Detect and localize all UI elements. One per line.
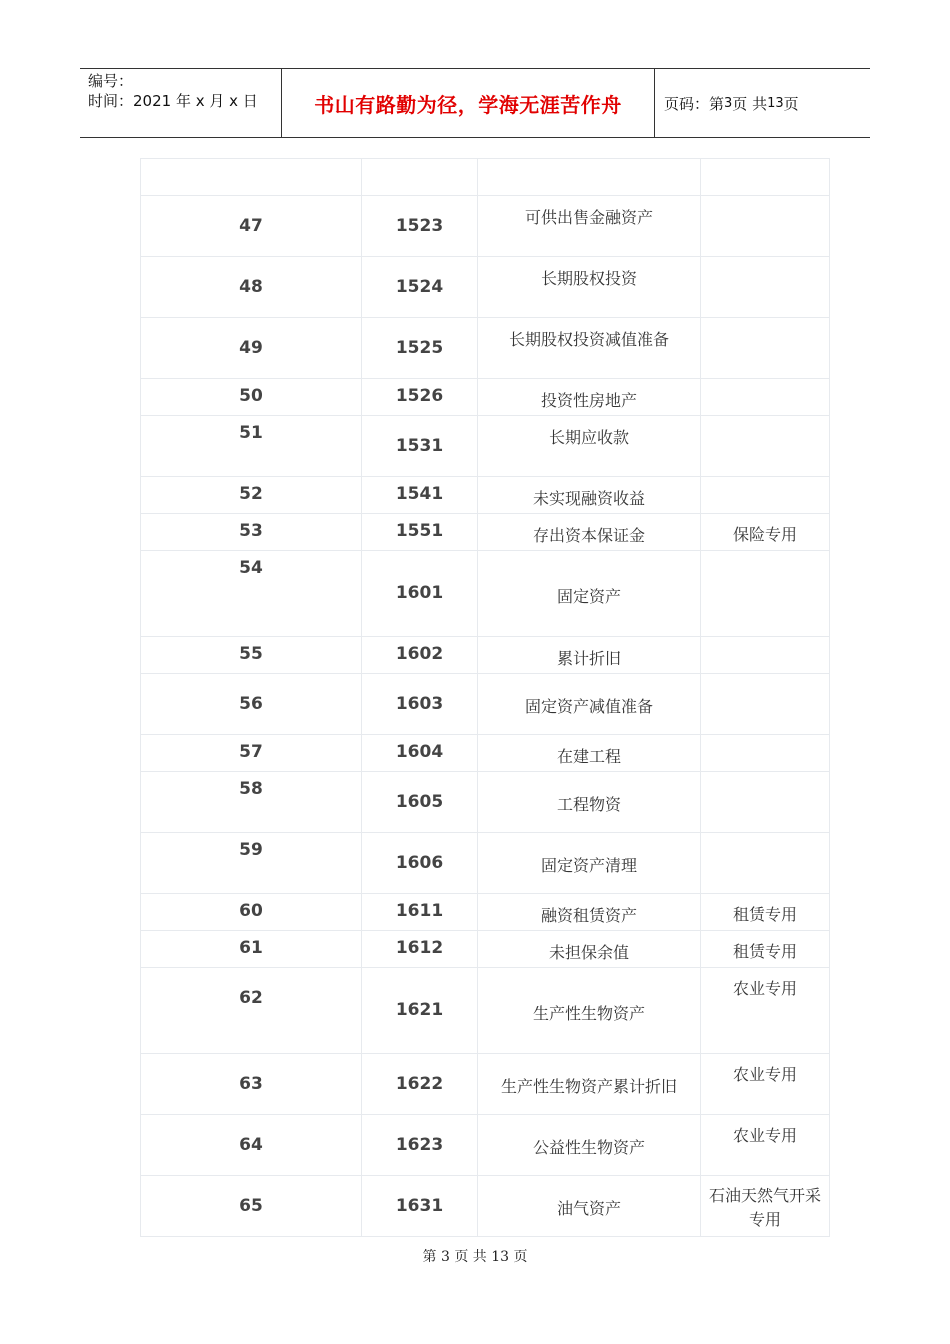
- cell-note: [700, 833, 830, 893]
- footer-total: 13: [491, 1249, 510, 1265]
- table-row: [140, 968, 830, 1054]
- account-code: 1526: [395, 386, 444, 406]
- cell-name: [477, 196, 700, 256]
- cell-code: [361, 416, 477, 476]
- cell-name: [477, 674, 700, 734]
- account-name: 存出资本保证金: [532, 526, 645, 545]
- cell-name: [477, 833, 700, 893]
- account-name: 公益性生物资产: [532, 1138, 645, 1157]
- seq-number: 50: [239, 386, 263, 406]
- seq-number: 65: [239, 1196, 263, 1216]
- footer-current: 3: [440, 1249, 450, 1265]
- table-row: [140, 477, 830, 514]
- seq-number: 62: [239, 988, 263, 1008]
- cell-note: [700, 196, 830, 256]
- account-name: 生产性生物资产: [532, 1004, 645, 1023]
- cell-seq: [140, 196, 361, 256]
- cell-name: [477, 159, 700, 195]
- cell-name: [477, 1115, 700, 1175]
- account-name: 未担保余值: [548, 943, 629, 962]
- table-row: [140, 833, 830, 894]
- header-page-info: [664, 69, 799, 137]
- account-note: 租赁专用: [732, 905, 797, 924]
- page-current: 3: [724, 95, 733, 111]
- account-name: 可供出售金融资产: [524, 208, 653, 227]
- cell-seq: [140, 318, 361, 378]
- cell-seq: [140, 735, 361, 771]
- account-code: 1606: [395, 853, 444, 873]
- account-code: 1523: [395, 216, 444, 236]
- cell-seq: [140, 637, 361, 673]
- cell-name: [477, 416, 700, 476]
- table-row: [140, 379, 830, 416]
- cell-name: [477, 637, 700, 673]
- cell-name: [477, 968, 700, 1053]
- cell-note: [700, 894, 830, 930]
- cell-code: [361, 1054, 477, 1114]
- seq-number: 57: [239, 742, 263, 762]
- account-code: 1531: [395, 436, 444, 456]
- account-name: 固定资产清理: [540, 856, 637, 875]
- table-row: [140, 514, 830, 551]
- table-row: [140, 1115, 830, 1176]
- seq-number: 56: [239, 694, 263, 714]
- cell-note: [700, 257, 830, 317]
- time-label: 时间：2021 年 x 月 x 日: [88, 92, 258, 110]
- cell-name: [477, 931, 700, 967]
- table-row: [140, 196, 830, 257]
- cell-code: [361, 931, 477, 967]
- table-row: [140, 416, 830, 477]
- cell-code: [361, 1115, 477, 1175]
- table-row: [140, 931, 830, 968]
- page-footer: [0, 1246, 950, 1266]
- cell-note: [700, 968, 830, 1053]
- account-code: 1602: [395, 644, 444, 664]
- account-note: 租赁专用: [732, 942, 797, 961]
- cell-seq: [140, 772, 361, 832]
- account-name: 累计折旧: [556, 649, 621, 668]
- cell-note: [700, 674, 830, 734]
- cell-seq: [140, 674, 361, 734]
- account-note: 保险专用: [732, 525, 797, 544]
- account-code: 1612: [395, 938, 444, 958]
- cell-code: [361, 379, 477, 415]
- table-row: [140, 674, 830, 735]
- cell-code: [361, 637, 477, 673]
- cell-note: [700, 1176, 830, 1236]
- cell-seq: [140, 1176, 361, 1236]
- account-name: 工程物资: [556, 795, 621, 814]
- cell-seq: [140, 159, 361, 195]
- cell-code: [361, 318, 477, 378]
- cell-seq: [140, 257, 361, 317]
- footer-prefix: 第: [422, 1249, 437, 1265]
- account-name: 固定资产减值准备: [524, 697, 653, 716]
- cell-name: [477, 735, 700, 771]
- cell-code: [361, 477, 477, 513]
- account-name: 长期股权投资: [540, 269, 637, 288]
- cell-code: [361, 1176, 477, 1236]
- cell-note: [700, 772, 830, 832]
- cell-seq: [140, 514, 361, 550]
- cell-note: [700, 159, 830, 195]
- cell-seq: [140, 551, 361, 636]
- cell-seq: [140, 931, 361, 967]
- table-row: [140, 1054, 830, 1115]
- cell-name: [477, 477, 700, 513]
- cell-note: [700, 735, 830, 771]
- cell-code: [361, 735, 477, 771]
- cell-note: [700, 931, 830, 967]
- cell-note: [700, 477, 830, 513]
- cell-seq: [140, 1115, 361, 1175]
- cell-name: [477, 772, 700, 832]
- header-meta: [88, 71, 278, 111]
- table-row: [140, 551, 830, 637]
- page-total: 13: [767, 95, 784, 111]
- account-table: [140, 158, 830, 1237]
- cell-code: [361, 968, 477, 1053]
- cell-note: [700, 514, 830, 550]
- page-suffix: 页: [783, 94, 799, 113]
- seq-number: 61: [239, 938, 263, 958]
- seq-number: 59: [239, 840, 263, 860]
- account-name: 油气资产: [556, 1199, 621, 1218]
- account-code: 1541: [395, 484, 444, 504]
- cell-code: [361, 833, 477, 893]
- account-name: 长期股权投资减值准备: [508, 330, 669, 349]
- cell-code: [361, 772, 477, 832]
- cell-seq: [140, 833, 361, 893]
- account-name: 融资租赁资产: [540, 906, 637, 925]
- cell-name: [477, 1176, 700, 1236]
- account-note: 石油天然气开采专用: [708, 1186, 821, 1229]
- cell-name: [477, 257, 700, 317]
- account-code: 1601: [395, 583, 444, 603]
- cell-name: [477, 1054, 700, 1114]
- cell-name: [477, 894, 700, 930]
- cell-name: [477, 379, 700, 415]
- account-note: 农业专用: [732, 1065, 797, 1084]
- seq-number: 48: [239, 277, 263, 297]
- seq-number: 52: [239, 484, 263, 504]
- page-header: [80, 68, 870, 138]
- cell-name: [477, 514, 700, 550]
- cell-note: [700, 318, 830, 378]
- table-row: [140, 637, 830, 674]
- cell-name: [477, 551, 700, 636]
- cell-seq: [140, 968, 361, 1053]
- seq-number: 51: [239, 423, 263, 443]
- cell-note: [700, 379, 830, 415]
- account-code: 1631: [395, 1196, 444, 1216]
- table-row: [140, 772, 830, 833]
- account-note: 农业专用: [732, 979, 797, 998]
- table-row: [140, 318, 830, 379]
- cell-note: [700, 416, 830, 476]
- table-row: [140, 1176, 830, 1237]
- page-prefix: 页码：第: [664, 94, 725, 113]
- cell-code: [361, 894, 477, 930]
- seq-number: 58: [239, 779, 263, 799]
- cell-note: [700, 1115, 830, 1175]
- account-code: 1524: [395, 277, 444, 297]
- page-mid: 页 共: [732, 94, 768, 113]
- cell-seq: [140, 416, 361, 476]
- cell-code: [361, 159, 477, 195]
- cell-note: [700, 1054, 830, 1114]
- seq-number: 53: [239, 521, 263, 541]
- seq-number: 47: [239, 216, 263, 236]
- account-code: 1603: [395, 694, 444, 714]
- account-name: 长期应收款: [548, 428, 629, 447]
- footer-mid: 页 共: [454, 1249, 487, 1265]
- account-code: 1611: [395, 901, 444, 921]
- cell-code: [361, 257, 477, 317]
- table-row: [140, 894, 830, 931]
- cell-code: [361, 514, 477, 550]
- header-motto: 书山有路勤为径，学海无涯苦作舟: [314, 92, 622, 117]
- seq-number: 54: [239, 558, 263, 578]
- table-row: [140, 158, 830, 196]
- footer-suffix: 页: [513, 1249, 528, 1265]
- account-name: 生产性生物资产累计折旧: [500, 1077, 677, 1096]
- cell-seq: [140, 1054, 361, 1114]
- seq-number: 60: [239, 901, 263, 921]
- cell-code: [361, 551, 477, 636]
- account-name: 投资性房地产: [540, 391, 637, 410]
- cell-note: [700, 551, 830, 636]
- cell-seq: [140, 894, 361, 930]
- cell-code: [361, 674, 477, 734]
- account-name: 在建工程: [556, 747, 621, 766]
- code-label: 编号：: [88, 72, 134, 90]
- seq-number: 64: [239, 1135, 263, 1155]
- cell-code: [361, 196, 477, 256]
- seq-number: 63: [239, 1074, 263, 1094]
- account-code: 1604: [395, 742, 444, 762]
- cell-note: [700, 637, 830, 673]
- account-code: 1551: [395, 521, 444, 541]
- cell-name: [477, 318, 700, 378]
- account-name: 固定资产: [556, 587, 621, 606]
- seq-number: 49: [239, 338, 263, 358]
- account-note: 农业专用: [732, 1126, 797, 1145]
- seq-number: 55: [239, 644, 263, 664]
- cell-seq: [140, 477, 361, 513]
- account-code: 1621: [395, 1000, 444, 1020]
- account-name: 未实现融资收益: [532, 489, 645, 508]
- cell-seq: [140, 379, 361, 415]
- header-divider: [654, 69, 655, 137]
- account-code: 1623: [395, 1135, 444, 1155]
- account-code: 1605: [395, 792, 444, 812]
- table-row: [140, 735, 830, 772]
- table-row: [140, 257, 830, 318]
- account-code: 1525: [395, 338, 444, 358]
- account-code: 1622: [395, 1074, 444, 1094]
